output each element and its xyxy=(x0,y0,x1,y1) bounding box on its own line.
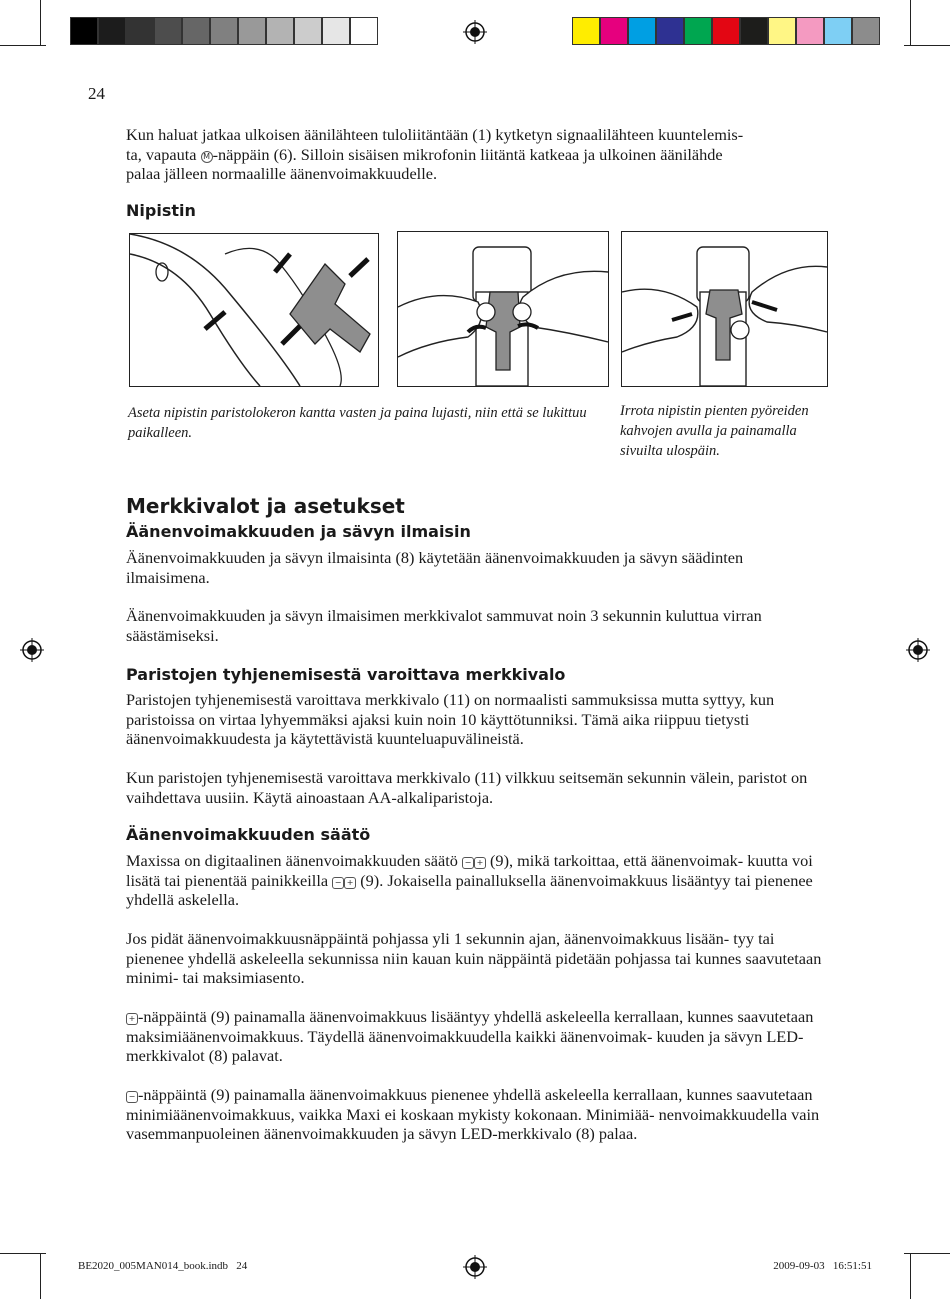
color-swatch xyxy=(210,17,238,45)
color-swatch xyxy=(768,17,796,45)
crop-mark xyxy=(904,45,950,46)
volume-down-button-icon: − xyxy=(332,877,344,889)
volume-heading: Äänenvoimakkuuden säätö xyxy=(126,825,371,844)
page-number: 24 xyxy=(88,84,105,103)
registration-mark-icon xyxy=(906,638,930,662)
crop-mark xyxy=(910,1253,911,1299)
color-swatch xyxy=(852,17,880,45)
color-swatch xyxy=(98,17,126,45)
volume-paragraph-2: Jos pidät äänenvoimakkuusnäppäintä pohjassa yli 1 sekunnin ajan, äänenvoimakkuus lisään- tyy tai pienenee yhdellä askeleella sekunnissa niin kauan kuin näppäintä pidetään pohjassa tai kunnes saavutetaan minimi- tai maksimiasento. xyxy=(126,929,822,988)
caption-attach-clip: Aseta nipistin paristolokeron kantta vasten ja paina lujasti, niin että se lukittuu paikalleen. xyxy=(128,405,587,441)
volume-up-button-icon: + xyxy=(474,857,486,869)
indicator-heading: Äänenvoimakkuuden ja sävyn ilmaisin xyxy=(126,522,471,541)
intro-line: palaa jälleen normaalille äänenvoimakkuudelle. xyxy=(126,164,438,184)
color-swatch xyxy=(70,17,98,45)
crop-mark xyxy=(0,45,46,46)
registration-mark-icon xyxy=(463,20,487,44)
color-swatch xyxy=(154,17,182,45)
volume-paragraph-3: + -näppäintä (9) painamalla äänenvoimakkuus lisääntyy yhdellä askeleella kerrallaan, kunnes saavutetaan maksimiäänenvoimakkuus. Täydellä äänenvoimakkuudella kaikki äänenvoimak- kuuden ja sävyn LED-merkkivalot (8) palavat. xyxy=(126,1007,814,1066)
color-swatch xyxy=(294,17,322,45)
intro-paragraph xyxy=(126,125,826,184)
battery-heading: Paristojen tyhjenemisestä varoittava merkkivalo xyxy=(126,665,566,684)
volume-up-button-icon: + xyxy=(344,877,356,889)
color-swatch xyxy=(628,17,656,45)
volume-down-button-icon: − xyxy=(462,857,474,869)
color-swatch xyxy=(656,17,684,45)
battery-paragraph-2: Kun paristojen tyhjenemisestä varoittava merkkivalo (11) vilkkuu seitsemän sekunnin välein, paristot on vaihdettava uusiin. Käytä ainoastaan AA-alkaliparistoja. xyxy=(126,768,808,807)
color-swatch xyxy=(824,17,852,45)
volume-down-button-icon: − xyxy=(126,1091,138,1103)
indicator-paragraph-2: Äänenvoimakkuuden ja sävyn ilmaisimen merkkivalot sammuvat noin 3 sekunnin kuluttua virran säästämiseksi. xyxy=(126,606,762,645)
color-swatch xyxy=(712,17,740,45)
volume-paragraph-4: − -näppäintä (9) painamalla äänenvoimakkuus pienenee yhdellä askeleella kerrallaan, kunnes saavutetaan minimiäänenvoimakkuus, vaikka Maxi ei koskaan mykisty kokonaan. Minimiää- nenvoimakkuudella vain vasemmanpuoleinen äänenvoimakkuuden ja sävyn LED-merkkivalo (8) palaa. xyxy=(126,1085,820,1144)
intro-line: Kun haluat jatkaa ulkoisen äänilähteen tuloliitäntään (1) kytketyn signaalilähteen kuuntelemis- xyxy=(126,125,744,144)
volume-up-button-icon: + xyxy=(126,1013,138,1025)
color-swatch xyxy=(684,17,712,45)
volume-paragraph-1: Maxissa on digitaalinen äänenvoimakkuuden säätö − + (9), mikä tarkoittaa, että äänenvoimak- kuutta voi lisätä tai pienentää painikkeilla − + (9). Jokaisella painalluksella äänenvoimakkuus lisääntyy tai pienenee yhdellä askelella. xyxy=(126,851,813,910)
color-swatch xyxy=(182,17,210,45)
crop-mark xyxy=(0,1253,46,1254)
color-swatch xyxy=(740,17,768,45)
color-swatch xyxy=(600,17,628,45)
intro-line: ta, vapauta M -näppäin (6). Silloin sisäisen mikrofonin liitäntä katkeaa ja ulkoinen äänilähde xyxy=(126,144,723,164)
clip-attach-illustration xyxy=(129,233,379,387)
registration-mark-icon xyxy=(463,1255,487,1279)
crop-mark xyxy=(904,1253,950,1254)
clip-hold-illustration xyxy=(397,231,609,387)
indicator-paragraph-1: Äänenvoimakkuuden ja sävyn ilmaisinta (8) käytetään äänenvoimakkuuden ja sävyn säädinten ilmaisimena. xyxy=(126,548,744,587)
registration-mark-icon xyxy=(20,638,44,662)
color-swatch xyxy=(266,17,294,45)
color-swatch xyxy=(322,17,350,45)
footer-timestamp: 2009-09-03 16:51:51 xyxy=(773,1260,872,1272)
color-swatch xyxy=(796,17,824,45)
nipistin-heading: Nipistin xyxy=(126,201,196,220)
color-swatch xyxy=(572,17,600,45)
battery-paragraph-1: Paristojen tyhjenemisestä varoittava merkkivalo (11) on normaalisti sammuksissa mutta syttyy, kun paristoissa on virtaa lyhyemmäksi ajaksi kuin noin 10 käyttötunniksi. Tämä aika riippuu tietysti äänenvoimakkuudesta ja käytettävistä kuunteluapuvälineistä. xyxy=(126,690,775,749)
color-swatch xyxy=(126,17,154,45)
microphone-button-icon: M xyxy=(201,151,213,163)
crop-mark xyxy=(40,1253,41,1299)
crop-mark xyxy=(910,0,911,46)
crop-mark xyxy=(40,0,41,46)
caption-remove-clip: Irrota nipistin pienten pyöreiden kahvojen avulla ja painamalla sivuilta ulospäin. xyxy=(620,403,809,459)
color-swatch xyxy=(350,17,378,45)
clip-remove-illustration xyxy=(621,231,828,387)
section-title: Merkkivalot ja asetukset xyxy=(126,494,405,518)
footer-file-name: BE2020_005MAN014_book.indb 24 xyxy=(78,1260,248,1272)
color-swatch xyxy=(238,17,266,45)
